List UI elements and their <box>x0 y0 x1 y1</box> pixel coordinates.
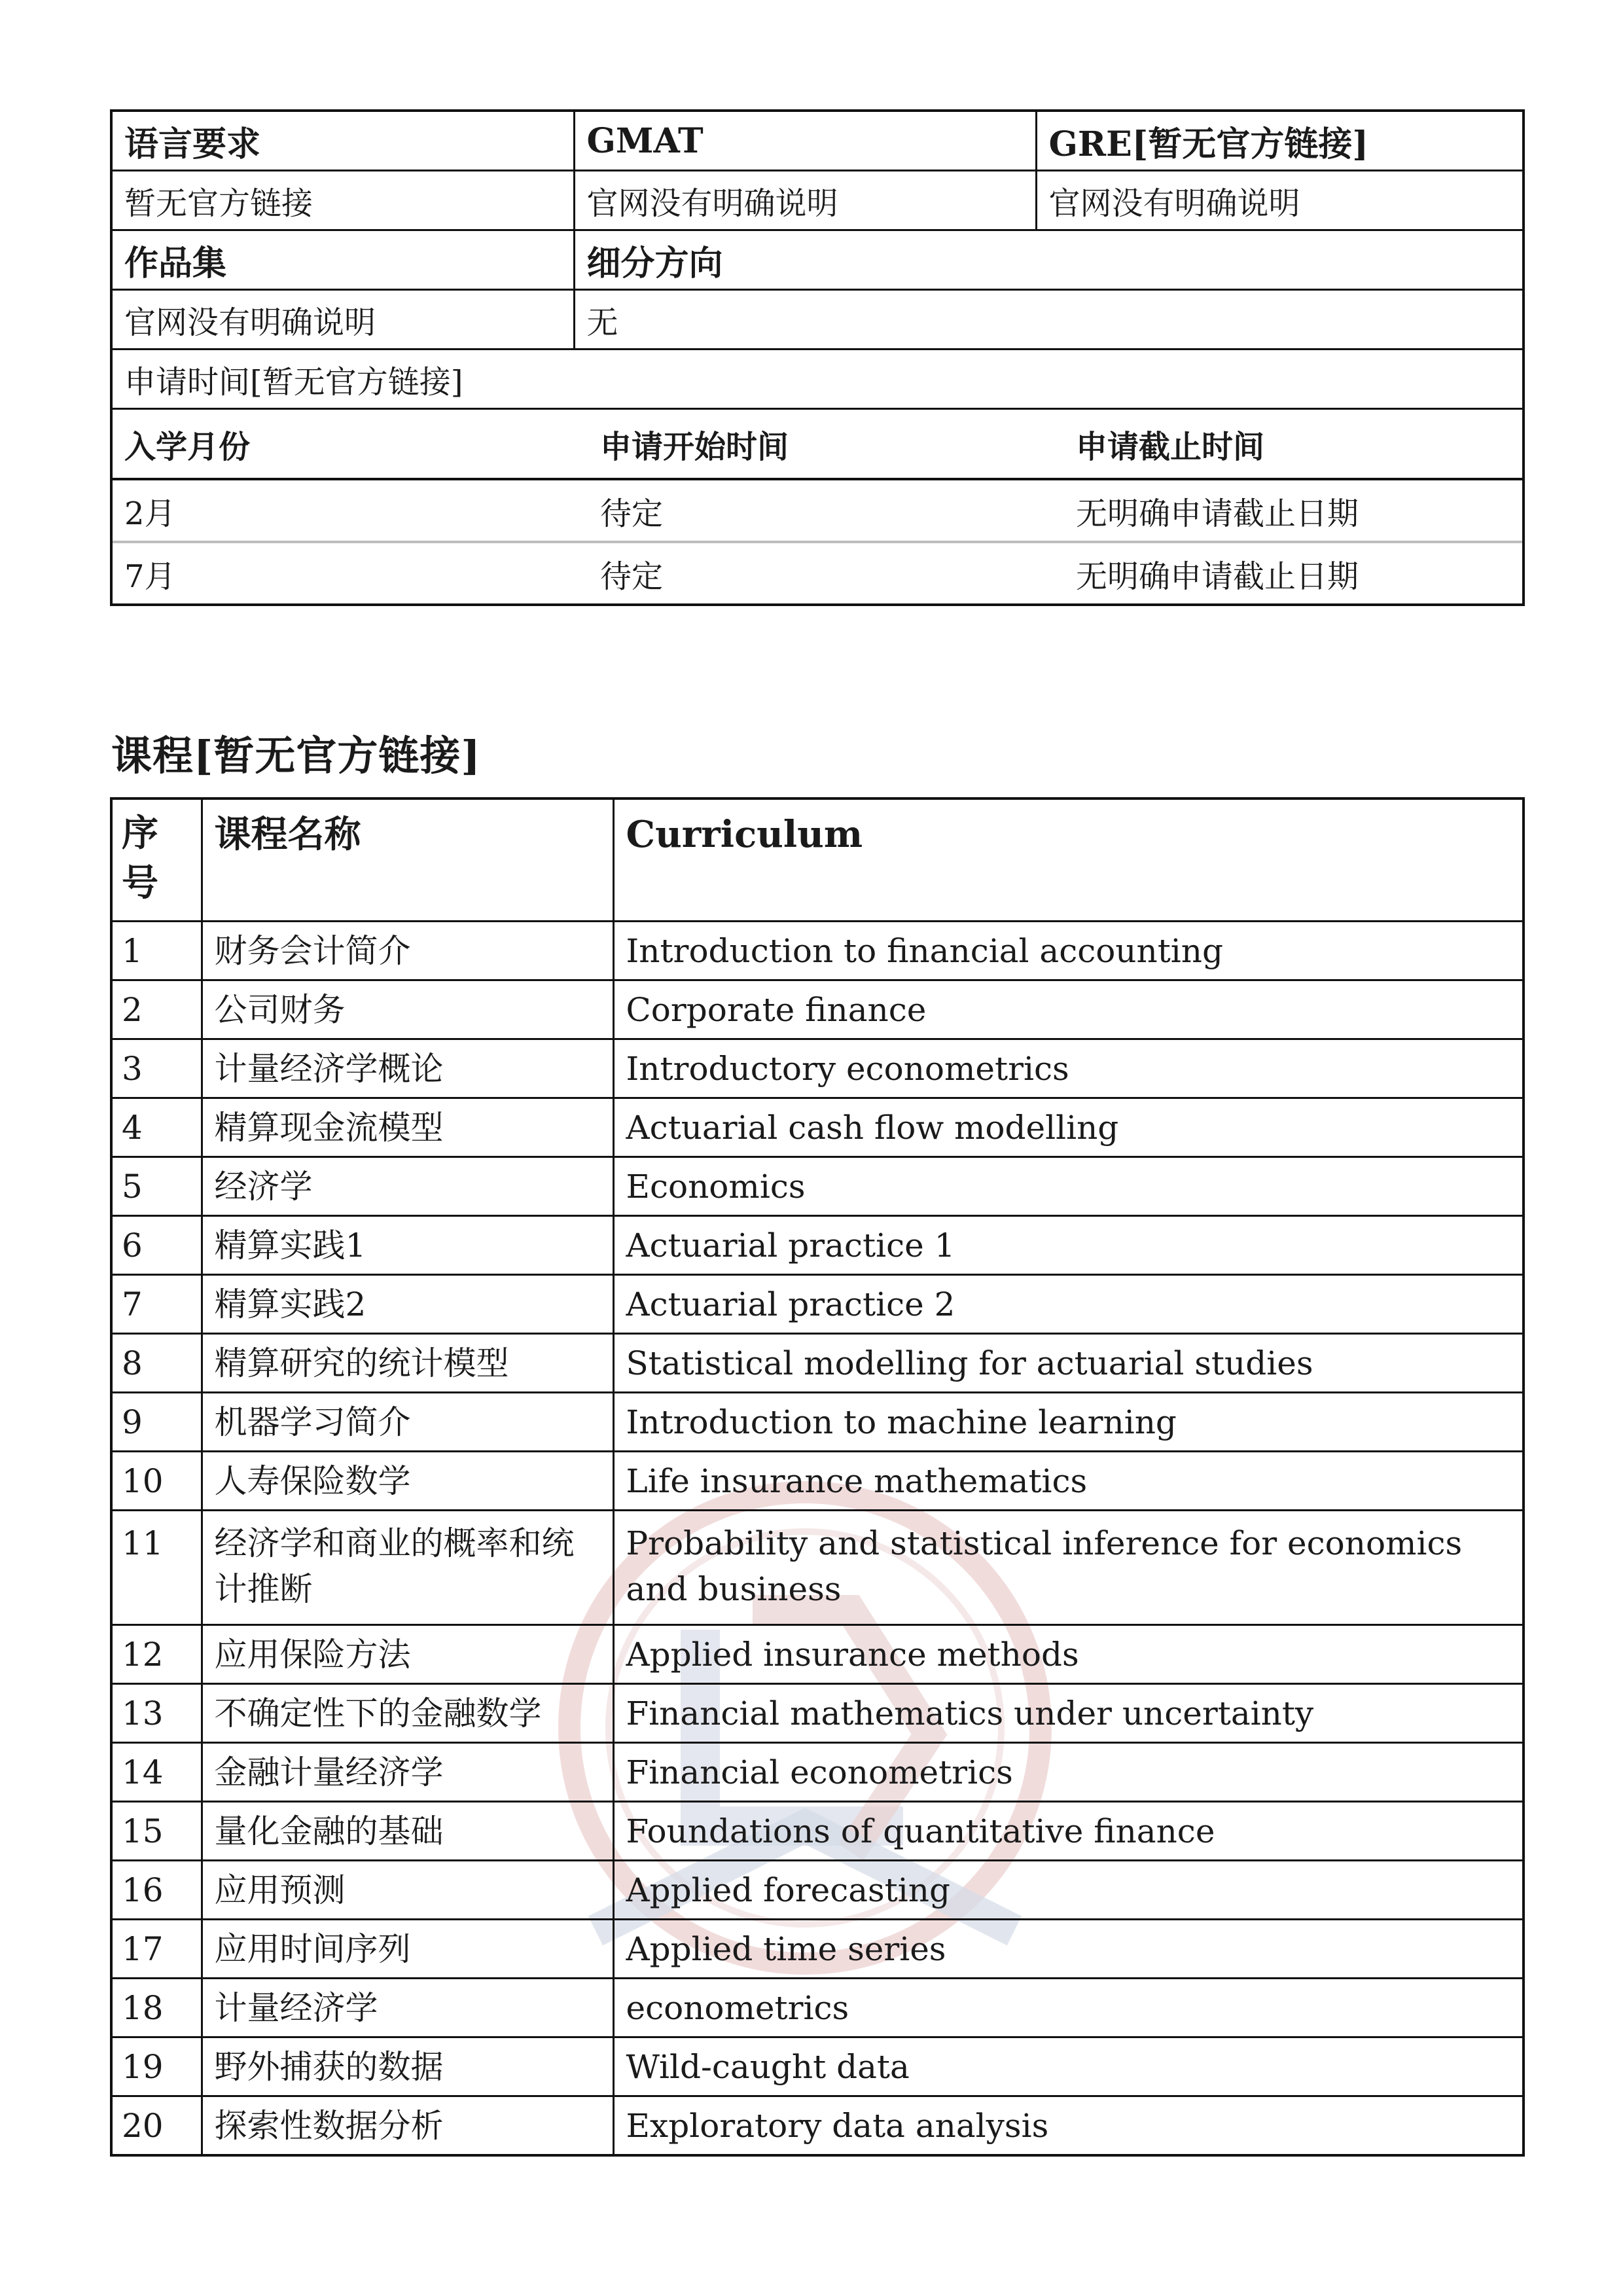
course-number: 20 <box>111 2096 202 2156</box>
course-number: 8 <box>111 1334 202 1393</box>
language-label: 语言要求 <box>111 111 574 171</box>
intake-header-row <box>113 410 1522 479</box>
intake-header-start: 申请开始时间 <box>588 410 1064 479</box>
course-name-en: Applied insurance methods <box>613 1625 1524 1684</box>
course-name-cn: 人寿保险数学 <box>202 1452 613 1511</box>
gmat-value: 官网没有明确说明 <box>574 171 1036 230</box>
portfolio-value: 官网没有明确说明 <box>111 290 574 350</box>
course-row <box>111 1275 1524 1334</box>
course-row <box>111 1334 1524 1393</box>
course-name-en: Economics <box>613 1157 1524 1216</box>
course-name-en: Financial mathematics under uncertainty <box>613 1684 1524 1743</box>
course-name-en: Applied time series <box>613 1920 1524 1979</box>
course-name-cn: 公司财务 <box>202 980 613 1039</box>
direction-value: 无 <box>574 290 1524 350</box>
course-row <box>111 1625 1524 1684</box>
course-name-cn: 应用保险方法 <box>202 1625 613 1684</box>
course-name-cn: 金融计量经济学 <box>202 1743 613 1802</box>
course-name-cn: 不确定性下的金融数学 <box>202 1684 613 1743</box>
course-name-en: Exploratory data analysis <box>613 2096 1524 2156</box>
course-name-cn: 应用预测 <box>202 1861 613 1920</box>
intake-start: 待定 <box>588 479 1064 542</box>
course-name-cn: 探索性数据分析 <box>202 2096 613 2156</box>
course-name-cn: 经济学 <box>202 1157 613 1216</box>
course-row <box>111 922 1524 980</box>
gre-value: 官网没有明确说明 <box>1036 171 1524 230</box>
intake-month: 2月 <box>113 479 588 542</box>
intake-month: 7月 <box>124 558 176 595</box>
course-row <box>111 1098 1524 1157</box>
course-name-en: Statistical modelling for actuarial studies <box>613 1334 1524 1393</box>
course-name-en: Foundations of quantitative finance <box>613 1802 1524 1861</box>
course-number: 6 <box>111 1216 202 1275</box>
course-name-cn: 应用时间序列 <box>202 1920 613 1979</box>
course-number: 12 <box>111 1625 202 1684</box>
intake-header-month: 入学月份 <box>113 410 588 479</box>
course-number: 3 <box>111 1039 202 1098</box>
course-row <box>111 1743 1524 1802</box>
courses-header-row <box>111 798 1524 922</box>
course-row <box>111 1684 1524 1743</box>
course-number: 11 <box>111 1511 202 1625</box>
course-row <box>111 1039 1524 1098</box>
course-number: 4 <box>111 1098 202 1157</box>
course-name-en: Life insurance mathematics <box>613 1452 1524 1511</box>
intake-deadline: 无明确申请截止日期 <box>1076 558 1359 595</box>
gre-label: GRE[暂无官方链接] <box>1036 111 1524 171</box>
course-row <box>111 1393 1524 1452</box>
course-name-cn: 精算研究的统计模型 <box>202 1334 613 1393</box>
course-name-en: Financial econometrics <box>613 1743 1524 1802</box>
course-name-cn: 精算实践2 <box>202 1275 613 1334</box>
intake-header-deadline: 申请截止时间 <box>1064 410 1522 479</box>
course-number: 13 <box>111 1684 202 1743</box>
course-number: 17 <box>111 1920 202 1979</box>
course-row <box>111 2096 1524 2156</box>
course-name-en: Actuarial practice 1 <box>613 1216 1524 1275</box>
course-number: 10 <box>111 1452 202 1511</box>
course-row <box>111 1920 1524 1979</box>
course-number: 14 <box>111 1743 202 1802</box>
course-row <box>111 1511 1524 1625</box>
course-row <box>111 980 1524 1039</box>
application-time-label: 申请时间[暂无官方链接] <box>111 350 1524 409</box>
course-name-cn: 机器学习简介 <box>202 1393 613 1452</box>
course-number: 1 <box>111 922 202 980</box>
course-name-en: Introductory econometrics <box>613 1039 1524 1098</box>
course-name-en: Actuarial practice 2 <box>613 1275 1524 1334</box>
intake-table <box>113 410 1522 603</box>
course-name-en: Wild-caught data <box>613 2037 1524 2096</box>
requirements-table <box>110 109 1525 606</box>
course-number: 18 <box>111 1979 202 2037</box>
course-number: 5 <box>111 1157 202 1216</box>
course-number: 19 <box>111 2037 202 2096</box>
courses-title: 课程[暂无官方链接] <box>111 732 481 780</box>
course-row <box>111 1452 1524 1511</box>
language-value: 暂无官方链接 <box>111 171 574 230</box>
course-number: 7 <box>111 1275 202 1334</box>
course-name-en: econometrics <box>613 1979 1524 2037</box>
course-name-cn: 精算实践1 <box>202 1216 613 1275</box>
header-course-name: 课程名称 <box>202 798 613 922</box>
course-name-en: Corporate finance <box>613 980 1524 1039</box>
course-row <box>111 1979 1524 2037</box>
courses-table <box>110 797 1525 2157</box>
course-number: 15 <box>111 1802 202 1861</box>
intake-start: 待定 <box>600 558 664 595</box>
course-number: 2 <box>111 980 202 1039</box>
course-number: 9 <box>111 1393 202 1452</box>
course-row <box>111 2037 1524 2096</box>
gmat-label: GMAT <box>574 111 1036 171</box>
course-name-en: Applied forecasting <box>613 1861 1524 1920</box>
course-name-cn: 经济学和商业的概率和统计推断 <box>202 1511 613 1625</box>
course-name-cn: 财务会计简介 <box>202 922 613 980</box>
intake-row <box>113 479 1522 542</box>
header-number <box>111 798 202 922</box>
course-name-cn: 计量经济学概论 <box>202 1039 613 1098</box>
course-name-en: Actuarial cash flow modelling <box>613 1098 1524 1157</box>
course-row <box>111 1157 1524 1216</box>
intake-deadline: 无明确申请截止日期 <box>1064 479 1522 542</box>
course-name-cn: 精算现金流模型 <box>202 1098 613 1157</box>
course-name-cn: 野外捕获的数据 <box>202 2037 613 2096</box>
direction-label: 细分方向 <box>574 230 1524 290</box>
header-curriculum: Curriculum <box>613 798 1524 922</box>
course-row <box>111 1802 1524 1861</box>
portfolio-label: 作品集 <box>111 230 574 290</box>
course-row <box>111 1216 1524 1275</box>
course-name-en: Introduction to financial accounting <box>613 922 1524 980</box>
intake-container <box>111 409 1524 605</box>
intake-row <box>113 542 1522 603</box>
course-name-cn: 量化金融的基础 <box>202 1802 613 1861</box>
header-number-text: 序号 <box>122 812 158 905</box>
course-name-en: Probability and statistical inference for economics and business <box>613 1511 1524 1625</box>
course-name-en: Introduction to machine learning <box>613 1393 1524 1452</box>
course-number: 16 <box>111 1861 202 1920</box>
course-row <box>111 1861 1524 1920</box>
course-name-cn: 计量经济学 <box>202 1979 613 2037</box>
